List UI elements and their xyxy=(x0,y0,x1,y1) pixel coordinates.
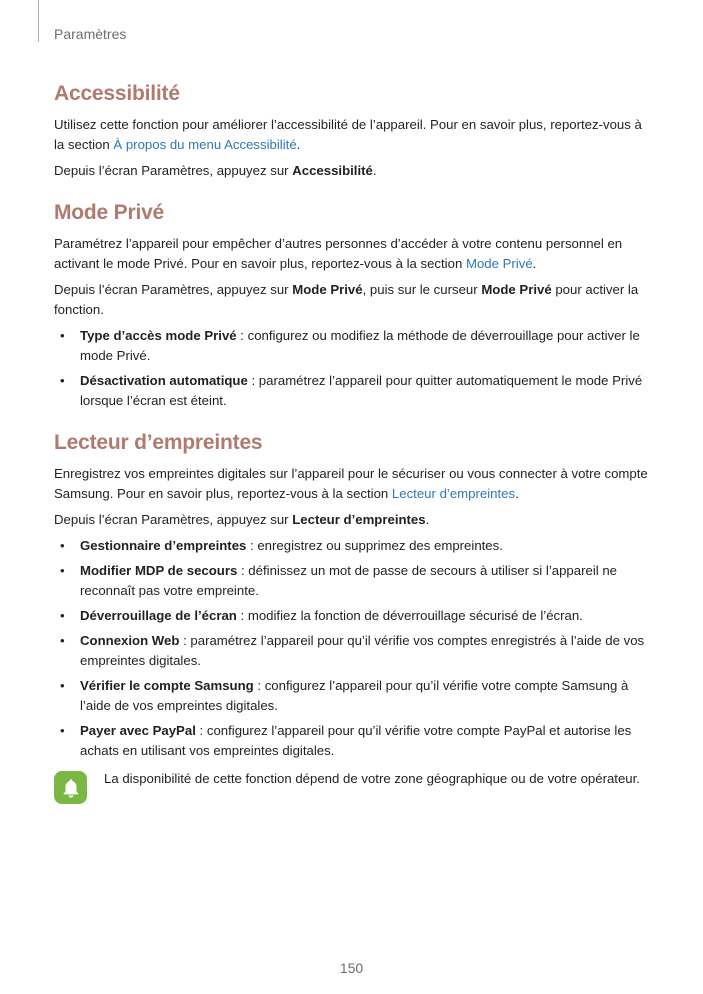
private-mode-link[interactable]: Mode Privé xyxy=(465,256,533,271)
punctuation: . xyxy=(425,512,430,527)
accessibility-link[interactable]: À propos du menu Accessibilité xyxy=(113,137,297,152)
bullet-list xyxy=(54,536,650,761)
item-text: : configurez l’appareil pour qu’il vérifie votre compte Samsung à l’aide de vos empreintes digitales. xyxy=(80,678,629,713)
paragraph-text: Paramétrez l’appareil pour empêcher d’autres personnes d’accéder à votre contenu personnel en activant le mode Privé. Pour en savoir plus, reportez-vous à la section xyxy=(54,236,623,271)
paragraph-text: Depuis l’écran Paramètres, appuyez sur xyxy=(54,163,293,178)
bullet-list xyxy=(54,326,650,411)
paragraph xyxy=(54,280,650,320)
bell-icon xyxy=(54,771,87,804)
item-text: : paramétrez l’appareil pour quitter automatiquement le mode Privé lorsque l’écran est éteint. xyxy=(80,373,643,408)
section-accessibilite xyxy=(54,82,650,181)
punctuation: . xyxy=(296,137,301,152)
paragraph-text: Depuis l’écran Paramètres, appuyez sur xyxy=(54,282,293,297)
section-lecteur-empreintes xyxy=(54,431,650,809)
list-item xyxy=(54,606,650,626)
item-term: Connexion Web xyxy=(80,633,180,648)
item-text: : enregistrez ou supprimez des empreintes. xyxy=(246,538,503,553)
item-text: : configurez l’appareil pour qu’il vérifie votre compte PayPal et autorise les achats en utilisant vos empreintes digitales. xyxy=(80,723,632,758)
paragraph xyxy=(54,464,650,504)
paragraph xyxy=(54,161,650,181)
list-item xyxy=(54,536,650,556)
bold-term: Accessibilité xyxy=(292,163,373,178)
section-mode-prive xyxy=(54,201,650,411)
bullet-icon: • xyxy=(60,563,65,578)
bold-term: Mode Privé xyxy=(292,282,363,297)
bell-icon-svg xyxy=(60,777,82,799)
item-term: Type d’accès mode Privé xyxy=(80,328,237,343)
bullet-icon: • xyxy=(60,723,65,738)
item-text: : modifiez la fonction de déverrouillage sécurisé de l’écran. xyxy=(236,608,583,623)
paragraph-text: Utilisez cette fonction pour améliorer l’accessibilité de l’appareil. Pour en savoir plus, reportez-vous à la section xyxy=(54,117,642,152)
paragraph xyxy=(54,234,650,274)
bold-term: Lecteur d’empreintes xyxy=(292,512,426,527)
list-item xyxy=(54,721,650,761)
list-item xyxy=(54,631,650,671)
paragraph-text: Enregistrez vos empreintes digitales sur l’appareil pour le sécuriser ou vous connecter à votre compte Samsung. Pour en savoir plus, reportez-vous à la section xyxy=(54,466,648,501)
bullet-icon: • xyxy=(60,678,65,693)
item-text: : définissez un mot de passe de secours à utiliser si l’appareil ne reconnaît pas votre empreinte. xyxy=(80,563,618,598)
item-text: : configurez ou modifiez la méthode de déverrouillage pour activer le mode Privé. xyxy=(80,328,640,363)
bullet-icon: • xyxy=(60,328,65,343)
paragraph-text: , puis sur le curseur xyxy=(362,282,482,297)
list-item xyxy=(54,676,650,716)
item-text: : paramétrez l’appareil pour qu’il vérifie vos comptes enregistrés à l’aide de vos empreintes digitales. xyxy=(80,633,645,668)
list-item xyxy=(54,326,650,366)
page-header: Paramètres xyxy=(54,26,127,42)
paragraph-text: Depuis l’écran Paramètres, appuyez sur xyxy=(54,512,293,527)
punctuation: . xyxy=(515,486,519,501)
section-title: Accessibilité xyxy=(54,82,180,105)
note-text: La disponibilité de cette fonction dépend de votre zone géographique ou de votre opérateur. xyxy=(104,771,640,786)
note-box xyxy=(54,769,650,809)
page-content xyxy=(54,82,650,829)
page-number: 150 xyxy=(339,960,364,976)
bold-term: Mode Privé xyxy=(481,282,552,297)
item-term: Modifier MDP de secours xyxy=(80,563,238,578)
section-title: Lecteur d’empreintes xyxy=(54,431,263,454)
item-term: Vérifier le compte Samsung xyxy=(80,678,254,693)
section-title: Mode Privé xyxy=(54,201,165,224)
page-corner-mark xyxy=(38,0,39,42)
punctuation: . xyxy=(532,256,537,271)
item-term: Payer avec PayPal xyxy=(80,723,196,738)
item-term: Gestionnaire d’empreintes xyxy=(80,538,247,553)
bullet-icon: • xyxy=(60,373,65,388)
bullet-icon: • xyxy=(60,608,65,623)
item-term: Déverrouillage de l’écran xyxy=(80,608,237,623)
punctuation: . xyxy=(372,163,377,178)
bullet-icon: • xyxy=(60,538,65,553)
bullet-icon: • xyxy=(60,633,65,648)
list-item xyxy=(54,561,650,601)
item-term: Désactivation automatique xyxy=(80,373,248,388)
fingerprint-link[interactable]: Lecteur d’empreintes xyxy=(391,486,516,501)
paragraph xyxy=(54,510,650,530)
paragraph-text: pour activer la fonction. xyxy=(54,282,639,317)
list-item xyxy=(54,371,650,411)
paragraph xyxy=(54,115,650,155)
